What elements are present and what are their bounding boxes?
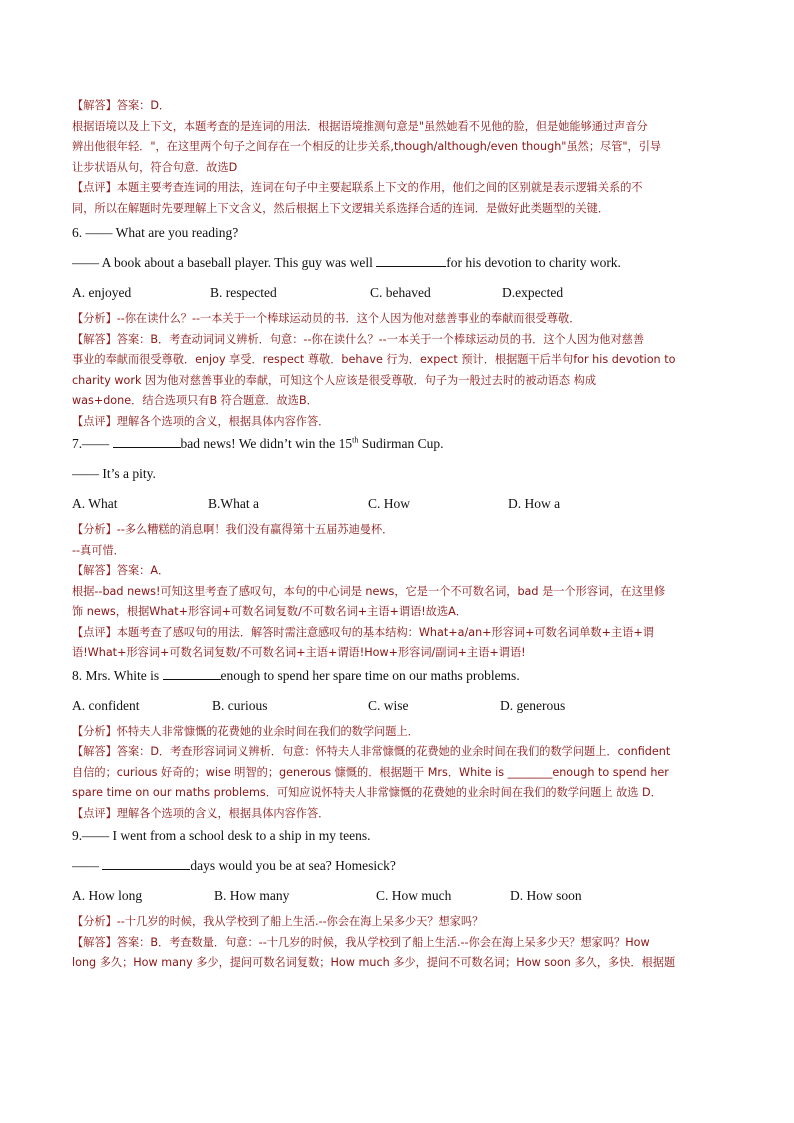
answer-line: long 多久；How many 多少，提问可数名词复数；How much 多少，提问不可数名词；How soon 多久，多快．根据题: [72, 956, 676, 969]
option-c: C. wise: [368, 697, 409, 713]
answer-blank: [102, 856, 190, 870]
reply-text: for his devotion to charity work.: [446, 255, 621, 270]
comment-line: 语!What+形容词+可数名词复数/不可数名词+主语+谓语!How+形容词/副词+主语+谓语!: [72, 646, 526, 659]
comment-line: 同，所以在解题时先要理解上下文含义，然后根据上下文逻辑关系选择合适的连词．是做好此类题型的关键．: [72, 201, 610, 215]
question-8-options: [72, 696, 724, 716]
reply-prefix: ——: [72, 858, 103, 873]
explanation-line: 让步状语从句，符合句意．故选D: [72, 160, 238, 174]
option-d: D. generous: [500, 697, 566, 713]
document-page: [72, 96, 724, 974]
prompt-text: Sudirman Cup.: [358, 436, 444, 451]
option-c: C. How much: [376, 888, 452, 903]
answer-line: 根据--bad news!可知这里考查了感叹句，本句的中心词是 news，它是一个不可数名词，bad 是一个形容词，在这里修: [72, 584, 666, 598]
question-7-options: [72, 494, 724, 514]
reply-text: days would you be at sea? Homesick?: [190, 858, 396, 873]
ordinal-suffix: th: [352, 435, 359, 445]
option-b: B.What a: [208, 496, 259, 511]
analysis-line: 【分析】--你在读什么？--一本关于一个棒球运动员的书．这个人因为他对慈善事业的奉献而很受尊敬．: [72, 312, 581, 325]
option-c: C. behaved: [370, 285, 431, 300]
prompt-text: enough to spend her spare time on our maths problems.: [220, 667, 520, 683]
prompt-prefix: 7.——: [72, 436, 113, 451]
answer-line: 事业的奉献而很受尊敬．enjoy 享受．respect 尊敬．behave 行为．expect 预计．根据题干后半句for his devotion to: [72, 353, 676, 366]
option-a: A. confident: [72, 697, 140, 713]
option-d: D. How a: [508, 496, 561, 511]
explanation-line: 辨出他很年轻．"，在这里两个句子之间存在一个相反的让步关系,though/although/even though"虽然；尽管"，引导: [72, 140, 662, 153]
option-a: A. What: [72, 496, 118, 511]
option-c: C. How: [368, 496, 411, 511]
answer-line: spare time on our maths problems．可知应说怀特夫人非常慷慨的花费她的业余时间在我们的数学问题上 故选 D．: [72, 786, 662, 799]
answer-line: 【解答】答案：A．: [72, 564, 170, 577]
reply-text: —— A book about a baseball player. This guy was well: [72, 255, 377, 270]
option-a: A. How long: [72, 888, 143, 903]
analysis-line: 【分析】怀特夫人非常慷慨的花费她的业余时间在我们的数学问题上．: [72, 724, 419, 738]
question-9-prompt: 9.—— I went from a school desk to a ship in my teens.: [72, 828, 371, 843]
analysis-line: --真可惜．: [72, 543, 125, 557]
comment-line: 【点评】理解各个选项的含义，根据具体内容作答．: [72, 414, 330, 428]
answer-line: charity work 因为他对慈善事业的奉献，可知这个人应该是很受尊敬．句子为一般过去时的被动语态 构成: [72, 373, 597, 387]
answer-blank: [113, 434, 181, 448]
option-b: B. curious: [212, 697, 268, 713]
prompt-text: 8. Mrs. White is: [72, 667, 163, 683]
question-9: [72, 826, 724, 974]
question-9-options: [72, 886, 724, 906]
q5-explanation: [72, 96, 724, 219]
question-6: [72, 223, 724, 432]
question-7: [72, 434, 724, 664]
option-d: D. How soon: [510, 888, 582, 903]
option-b: B. respected: [210, 285, 277, 300]
option-b: B. How many: [214, 888, 290, 903]
answer-line: 自信的；curious 好奇的；wise 明智的；generous 慷慨的．根据题干 Mrs．White is ________enough to spend her: [72, 765, 669, 779]
answer-line: was+done．结合选项只有B 符合题意．故选B．: [72, 394, 318, 407]
answer-line: 【解答】答案：D．: [72, 99, 171, 112]
answer-line: 饰 news，根据What+形容词+可数名词复数/不可数名词+主语+谓语!故选A．: [72, 605, 467, 618]
answer-blank: [376, 253, 446, 267]
question-7-prompt: [72, 434, 724, 454]
question-9-reply: [72, 856, 724, 876]
comment-line: 【点评】本题考查了感叹句的用法．解答时需注意感叹句的基本结构：What+a/an+形容词+可数名词单数+主语+谓: [72, 625, 654, 639]
comment-line: 【点评】理解各个选项的含义，根据具体内容作答．: [72, 806, 330, 820]
prompt-text: bad news! We didn’t win the 15: [180, 436, 353, 451]
analysis-line: 【分析】--十几岁的时候，我从学校到了船上生活.--你会在海上呆多少天？想家吗？: [72, 915, 484, 928]
answer-line: 【解答】答案：B．考查数量．句意：--十几岁的时候，我从学校到了船上生活.--你会在海上呆多少天？想家吗？How: [72, 935, 650, 949]
question-7-reply: —— It’s a pity.: [72, 466, 156, 481]
answer-line: 【解答】答案：B．考查动词词义辨析．句意：--你在读什么？--一本关于一个棒球运动员的书．这个人因为他对慈善: [72, 332, 645, 346]
question-8: [72, 666, 724, 825]
option-d: D.expected: [502, 285, 564, 300]
question-6-reply: [72, 253, 724, 273]
option-a: A. enjoyed: [72, 285, 132, 300]
answer-blank: [163, 666, 221, 680]
question-6-prompt: 6. —— What are you reading?: [72, 225, 239, 240]
analysis-line: 【分析】--多么糟糕的消息啊！我们没有赢得第十五届苏迪曼杯．: [72, 523, 394, 536]
explanation-line: 根据语境以及上下文，本题考查的是连词的用法．根据语境推测句意是"虽然她看不见他的脸，但是她能够通过声音分: [72, 119, 648, 133]
question-8-prompt: [72, 666, 724, 686]
answer-line: 【解答】答案：D．考查形容词词义辨析．句意：怀特夫人非常慷慨的花费她的业余时间在我们的数学问题上．confident: [72, 745, 671, 758]
question-6-options: [72, 283, 724, 303]
comment-line: 【点评】本题主要考查连词的用法，连词在句子中主要起联系上下文的作用，他们之间的区别就是表示逻辑关系的不: [72, 181, 643, 194]
